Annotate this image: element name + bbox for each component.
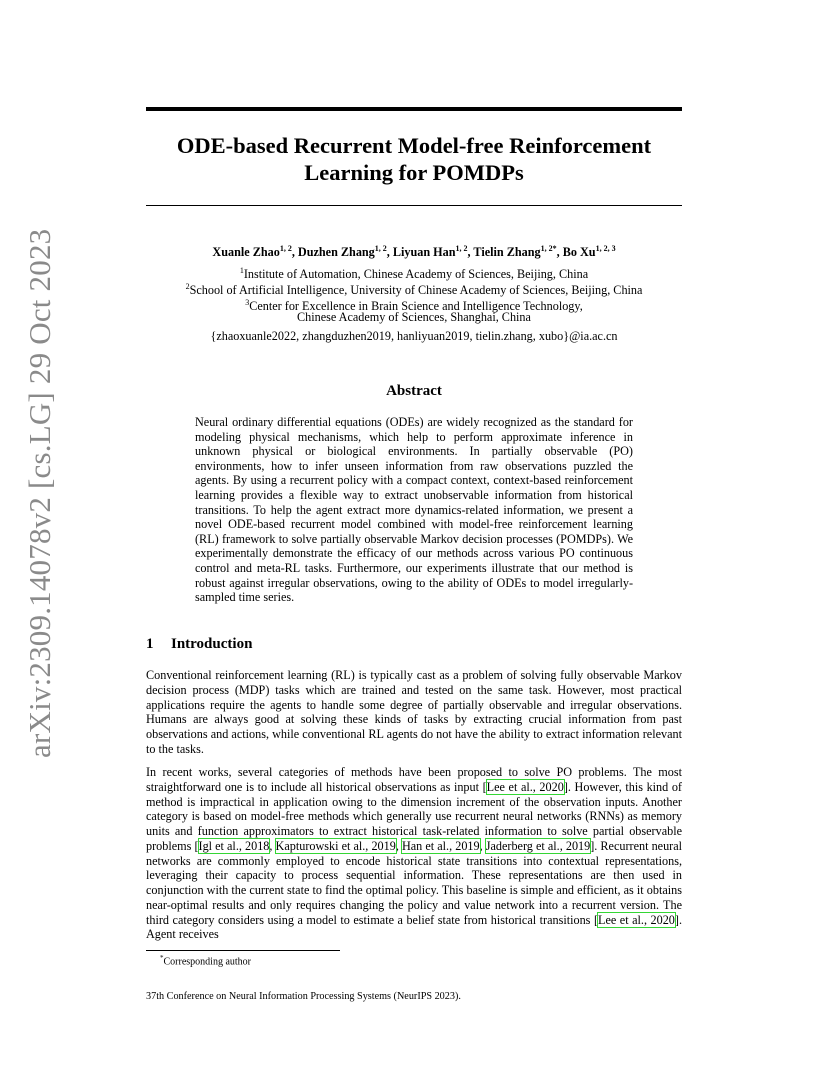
affiliation-text: School of Artificial Intelligence, University of Chinese Academy of Sciences, Beijing, China bbox=[189, 283, 643, 298]
title-top-rule bbox=[146, 107, 682, 111]
author-separator: , bbox=[291, 245, 298, 260]
author-name: Bo Xu bbox=[562, 245, 596, 260]
paragraph-text: In recent works, several categories of methods have been proposed to solve PO problems. The most straightforward one is to include all historical observations as input [ bbox=[146, 765, 682, 794]
title-line-2: Learning for POMDPs bbox=[304, 160, 524, 185]
title-line-1: ODE-based Recurrent Model-free Reinforcement bbox=[176, 133, 652, 158]
author-affiliation-marks: 1, 2 bbox=[374, 244, 387, 253]
arxiv-identifier-stamp: arXiv:2309.14078v2 [cs.LG] 29 Oct 2023 bbox=[22, 228, 57, 758]
paper-title bbox=[146, 132, 682, 186]
introduction-heading bbox=[146, 635, 252, 653]
citation-separator: , bbox=[269, 838, 276, 853]
author-emails: {zhaoxuanle2022, zhangduzhen2019, hanliyuan2019, tielin.zhang, xubo}@ia.ac.cn bbox=[210, 329, 618, 343]
paragraph-text: ]. However, this kind of method is impractical in application owing to the dimension increment of the observation inputs. Another category is based on model-free methods which generally use recurrent neural networks (RNNs) as memory units and function approximators to extract historical task-related information to solve partial observable problems [ bbox=[146, 779, 682, 853]
author-name: Duzhen Zhang bbox=[297, 245, 375, 260]
affiliation-mark: 2 bbox=[185, 282, 190, 291]
affiliation-3-continued: Chinese Academy of Sciences, Shanghai, China bbox=[297, 310, 531, 324]
affiliation-text: Institute of Automation, Chinese Academy of Sciences, Beijing, China bbox=[243, 267, 589, 282]
footnote-text: Corresponding author bbox=[163, 956, 251, 968]
footnote bbox=[160, 951, 251, 969]
author-affiliation-marks: 1, 2 bbox=[455, 244, 468, 253]
author-separator: , bbox=[556, 245, 563, 260]
author-name: Liyuan Han bbox=[392, 245, 456, 260]
affiliation-mark: 1 bbox=[239, 266, 244, 275]
author-list bbox=[120, 241, 708, 260]
citation-link[interactable]: Lee et al., 2020 bbox=[486, 779, 564, 794]
author-affiliation-marks: 1, 2 bbox=[279, 244, 292, 253]
citation-link[interactable]: Jaderberg et al., 2019 bbox=[485, 838, 591, 853]
abstract-heading: Abstract bbox=[386, 383, 442, 399]
citation-link[interactable]: Kapturowski et al., 2019 bbox=[275, 838, 396, 853]
citation-link[interactable]: Igl et al., 2018 bbox=[198, 838, 270, 853]
title-bottom-rule bbox=[146, 205, 682, 206]
citation-link[interactable]: Lee et al., 2020 bbox=[598, 912, 675, 927]
author-name: Tielin Zhang bbox=[473, 245, 541, 260]
intro-paragraph-2 bbox=[146, 765, 682, 942]
author-affiliation-marks: 1, 2, 3 bbox=[595, 244, 616, 253]
paragraph-text: ]. Recurrent neural networks are commonly employed to encode historical state transitions into contextual representations, leveraging their capacity to process sequential information. These representations are then used in conjunction with the current state to find the optimal policy. This baseline is simple and efficient, as it obtains near-optimal results and only requires changing the policy and value network into a recurrent version. The third category considers using a model to estimate a belief state from historical transitions [ bbox=[146, 838, 683, 927]
footnote-mark: * bbox=[160, 954, 164, 962]
abstract-text: Neural ordinary differential equations (ODEs) are widely recognized as the standard for modeling physical mechanisms, which help to perform approximate inference in unknown physical or biological environments. In partially observable (PO) environments, how to infer unseen information from raw observations puzzled the agents. By using a recurrent policy with a compact context, context-based reinforcement learning provides a flexible way to extract unobservable information from historical transitions. To help the agent extract more dynamics-related information, we present a novel ODE-based recurrent model combined with model-free reinforcement learning (RL) framework to solve partially observable Markov decision processes (POMDPs). We experimentally demonstrate the efficacy of our methods across various PO continuous control and meta-RL tasks. Furthermore, our experiments illustrate that our method is robust against irregular observations, owing to the ability of ODEs to model irregularly-sampled time series. bbox=[195, 415, 633, 605]
author-affiliation-marks: 1, 2* bbox=[540, 244, 557, 253]
affiliation-mark: 3 bbox=[245, 298, 250, 307]
intro-paragraph-1: Conventional reinforcement learning (RL) is typically cast as a problem of solving fully observable Markov decision process (MDP) tasks which are trained and tested on the same task. However, most practical applications require the agents to handle some degree of partially observable and irregular observations. Humans are always good at solving these kinds of tasks by extracting crucial information from past observations and actions, while conventional RL agents do not have the ability to extract information relevant to the tasks. bbox=[146, 668, 682, 756]
author-separator: , bbox=[386, 245, 393, 260]
citation-separator: , bbox=[479, 838, 486, 853]
citation-link[interactable]: Han et al., 2019 bbox=[401, 838, 480, 853]
conference-note: 37th Conference on Neural Information Processing Systems (NeurIPS 2023). bbox=[146, 991, 461, 1002]
author-name: Xuanle Zhao bbox=[212, 245, 280, 260]
affiliation-text: Center for Excellence in Brain Science and Intelligence Technology, bbox=[249, 299, 583, 314]
section-number: 1 bbox=[146, 636, 154, 652]
author-separator: , bbox=[467, 245, 474, 260]
citation-separator: , bbox=[395, 838, 402, 853]
paragraph-text: ]. Agent receives bbox=[146, 912, 682, 942]
section-title: Introduction bbox=[171, 636, 253, 652]
